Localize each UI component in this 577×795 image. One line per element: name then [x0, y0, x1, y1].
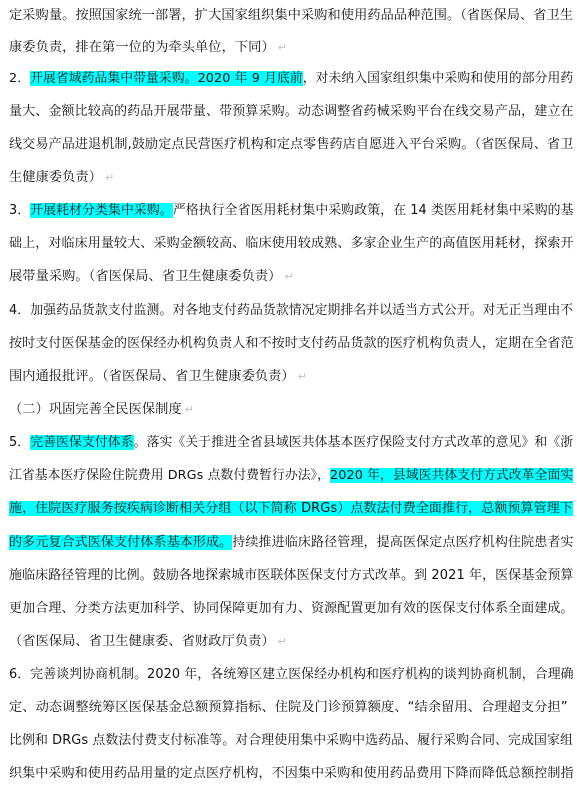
text-line	[9, 763, 574, 785]
text-segment: 定、动态调整统筹区医保基金总额预算指标、住院及门诊预算额度、“结余留用、合理超支分担”	[9, 700, 568, 715]
text-segment: 织集中采购和使用药品用量的定点医疗机构，不因集中采购和使用药品费用下降而降低总额控制指	[9, 766, 574, 781]
paragraph-mark-icon: ↵	[297, 370, 308, 383]
text-segment: 按时支付医保基金的医保经办机构负责人和不按时支付药品货款的医疗机构负责人，定期在全省范	[9, 336, 574, 351]
paragraph-mark-icon: ↵	[284, 270, 294, 283]
highlighted-text: 施，住院医疗服务按疾病诊断相关分组（以下简称 DRGs）点数法付费全面推行，总额预算管理下	[9, 501, 573, 516]
text-segment: 比例和 DRGs 点数法付费支付标准等。对合理使用集中采购中选药品、履行采购合同、完成国家组	[9, 733, 574, 748]
text-line	[9, 68, 573, 90]
text-line	[9, 233, 574, 255]
text-segment: 线交易产品进退机制,鼓励定点民营医疗机构和定点零售药店自愿进入平台采购。（省医保局、省卫	[9, 137, 574, 152]
text-segment: 持续推进临床路径管理，提高医保定点医疗机构住院患者实	[232, 535, 574, 550]
heading-text: （二）巩固完善全民医保制度	[9, 402, 182, 417]
text-segment: 康委负责，排在第一位的为牵头单位，下同）	[9, 40, 275, 55]
highlighted-text: 开展耗材分类集中采购。	[30, 203, 173, 218]
text-line	[9, 697, 568, 719]
paragraph-mark-icon: ↵	[277, 41, 288, 54]
text-segment: 5．	[9, 435, 31, 450]
text-line	[9, 200, 574, 222]
text-segment: 2．	[9, 71, 31, 86]
text-line	[9, 300, 573, 322]
highlighted-text: 的多元复合式医保支付体系基本形成。	[9, 535, 233, 550]
text-line	[9, 134, 573, 156]
paragraph-mark-icon: ↵	[105, 171, 115, 184]
paragraph-mark-icon: ↵	[184, 403, 195, 416]
text-segment: 6．完善谈判协商机制。2020 年，各统筹区建立医保经办机构和医疗机构的谈判协商机制，合理确	[9, 667, 574, 682]
text-segment: 围内通报批评。（省医保局、省卫生健康委负责）	[9, 369, 295, 384]
text-line	[9, 565, 574, 587]
text-line	[9, 333, 574, 355]
text-segment: 础上，对临床用量较大、采购金额较高、临床使用较成熟、多家企业生产的高值医用耗材，探索开	[9, 236, 574, 251]
text-line	[9, 167, 114, 189]
text-line	[9, 730, 573, 752]
text-line	[9, 664, 574, 686]
text-segment: 展带量采购。（省医保局、省卫生健康委负责）	[9, 269, 282, 284]
text-segment: 定采购量。按照国家统一部署，扩大国家组织集中采购和使用药品品种范围。（省医保局、省卫生	[9, 8, 574, 23]
paragraph-mark-icon: ↵	[277, 635, 288, 648]
text-line	[9, 5, 573, 27]
text-segment: 更加合理、分类方法更加科学、协同保障更加有力、资源配置更加有效的医保支付体系全面建成。	[9, 601, 574, 616]
text-segment: 3．	[9, 203, 31, 218]
text-line	[9, 598, 574, 620]
text-line	[9, 532, 574, 554]
text-line	[9, 366, 307, 388]
highlighted-text: 开展省域药品集中带量采购。2020 年 9 月底前	[30, 71, 303, 86]
text-line	[9, 266, 294, 288]
text-line	[9, 37, 287, 59]
text-segment: 江省基本医疗保险住院费用 DRGs 点数付费暂行办法》，	[9, 468, 331, 483]
text-segment: 生健康委负责）	[9, 170, 103, 185]
text-line	[9, 465, 573, 487]
text-segment: 量大、金额比较高的药品开展带量、带预算采购。动态调整省药械采购平台在线交易产品，建立在	[9, 104, 574, 119]
highlighted-text: 2020 年，县域医共体支付方式改革全面实	[330, 468, 574, 483]
text-segment: 4．加强药品货款支付监测。对各地支付药品货款情况定期排名并以适当方式公开。对无正当理由不	[9, 303, 574, 318]
section-heading	[9, 399, 194, 421]
highlighted-text: 完善医保支付体系	[30, 435, 134, 450]
text-line	[9, 101, 574, 123]
text-segment: ，对未纳入国家组织集中采购和使用的部分用药	[302, 71, 574, 86]
text-segment: 。落实《关于推进全省县域医共体基本医疗保险支付方式改革的意见》和《浙	[133, 435, 574, 450]
text-line	[9, 432, 573, 454]
text-segment: 施临床路径管理的比例。鼓励各地探索城市医联体医保支付方式改革。到 2021 年，医保基金预算	[9, 568, 574, 583]
text-segment: （省医保局、省卫生健康委、省财政厅负责）	[9, 634, 275, 649]
text-segment: 严格执行全省医用耗材集中采购政策，在 14 类医用耗材集中采购的基	[172, 203, 574, 218]
text-line	[9, 498, 573, 520]
text-line	[9, 631, 287, 653]
